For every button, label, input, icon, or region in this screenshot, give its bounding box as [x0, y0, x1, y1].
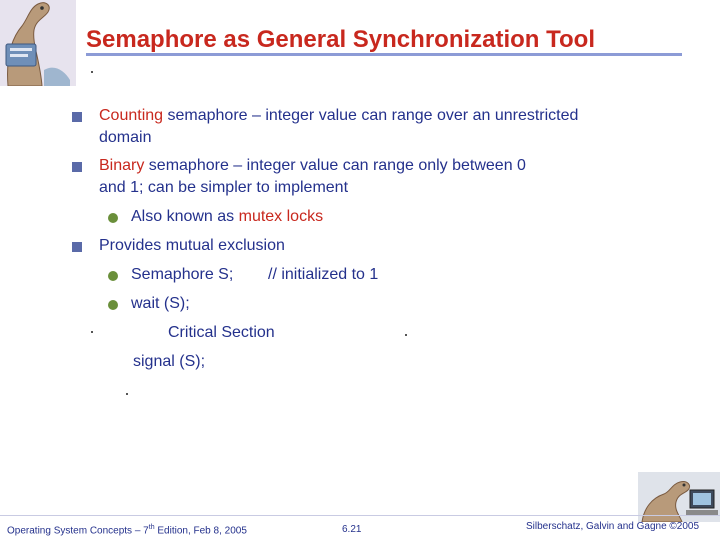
square-bullet-icon: [72, 162, 82, 172]
round-bullet-icon: [108, 300, 118, 310]
footer-book-title-pre: Operating System Concepts – 7: [7, 525, 149, 537]
sub-bullet-semaphore-comment: // initialized to 1: [268, 266, 379, 283]
speck: [91, 71, 93, 73]
title-underline: [86, 53, 682, 56]
slide-title: Semaphore as General Synchronization Tool: [86, 26, 596, 53]
sub-bullet-mutex-text: Also known as: [131, 208, 239, 225]
footer-book-title-sup: th: [148, 524, 155, 531]
sub-bullet-mutex: [131, 206, 323, 228]
bullet-counting-line2: domain: [99, 129, 152, 146]
bullet-mutual-exclusion: Provides mutual exclusion: [99, 237, 285, 254]
speck: [126, 393, 128, 395]
sub-bullet-wait: wait (S);: [131, 295, 190, 312]
bullet-counting-text: semaphore – integer value can range over an unrestricted: [163, 107, 579, 124]
square-bullet-icon: [72, 242, 82, 252]
bullet-binary-text: semaphore – integer value can range only between 0: [144, 157, 526, 174]
footer-book-title: [7, 524, 247, 536]
highlight-mutex: mutex locks: [238, 208, 324, 225]
footer-authors: Silberschatz, Galvin and Gagne ©2005: [526, 521, 700, 532]
footer-page-number: 6.21: [342, 524, 362, 535]
critical-section: Critical Section: [168, 324, 275, 341]
highlight-binary: Binary: [99, 157, 145, 174]
square-bullet-icon: [72, 112, 82, 122]
round-bullet-icon: [108, 271, 118, 281]
speck: [91, 331, 93, 333]
bullet-binary: [99, 155, 526, 199]
bullet-binary-line2: and 1; can be simpler to implement: [99, 179, 349, 196]
highlight-counting: Counting: [99, 107, 164, 124]
dinosaur-book-icon: [0, 0, 76, 86]
signal-line: signal (S);: [133, 353, 206, 370]
speck: [405, 334, 407, 336]
bullet-counting: [99, 105, 578, 149]
round-bullet-icon: [108, 213, 118, 223]
sub-bullet-semaphore-decl: Semaphore S;: [131, 266, 234, 283]
footer-book-title-post: Edition, Feb 8, 2005: [154, 525, 247, 537]
footer-divider: [0, 515, 720, 516]
